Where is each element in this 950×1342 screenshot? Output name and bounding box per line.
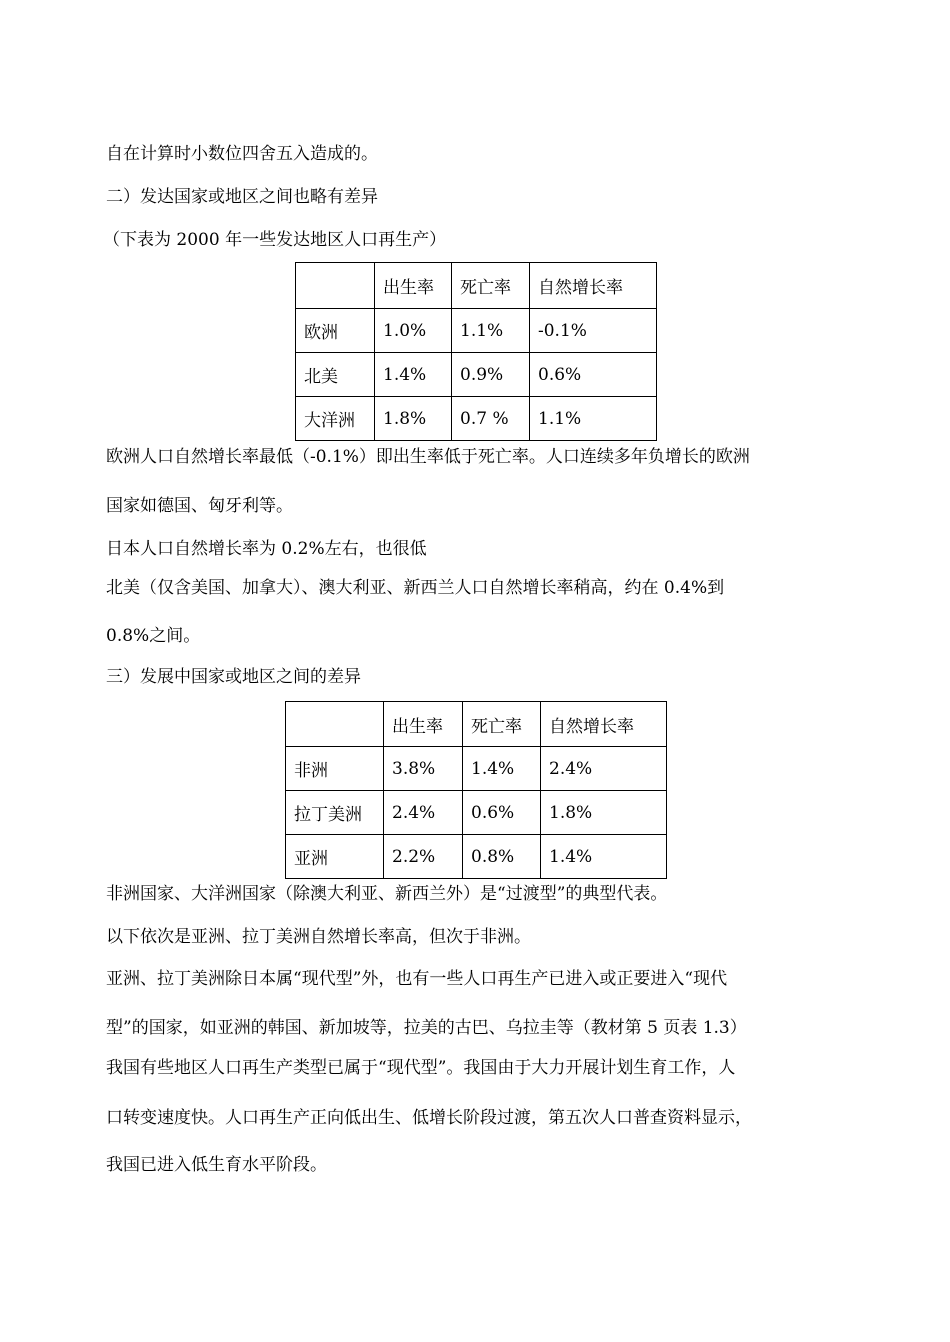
- growth-rate-cell: 1.8%: [541, 791, 667, 835]
- death-rate-cell: 1.4%: [463, 747, 541, 791]
- growth-rate-cell: 2.4%: [541, 747, 667, 791]
- section-heading-developed: 二）发达国家或地区之间也略有差异: [106, 187, 378, 207]
- paragraph-japan: 日本人口自然增长率为 0.2%左右，也很低: [106, 539, 427, 559]
- header-cell: 出生率: [384, 702, 463, 747]
- growth-rate-cell: -0.1%: [530, 309, 657, 353]
- paragraph-north-america-line2: 0.8%之间。: [106, 626, 201, 646]
- death-rate-cell: 0.8%: [463, 835, 541, 879]
- paragraph-europe-line1: 欧洲人口自然增长率最低（-0.1%）即出生率低于死亡率。人口连续多年负增长的欧洲: [106, 447, 750, 467]
- header-cell: [296, 263, 375, 309]
- birth-rate-cell: 1.8%: [375, 397, 452, 441]
- paragraph-china-line3: 我国已进入低生育水平阶段。: [106, 1155, 327, 1175]
- table-caption-developed: （下表为 2000 年一些发达地区人口再生产）: [103, 230, 447, 250]
- table-row: [296, 397, 657, 441]
- paragraph-asia-latin-order: 以下依次是亚洲、拉丁美洲自然增长率高，但次于非洲。: [106, 927, 531, 947]
- region-cell: 亚洲: [286, 835, 384, 879]
- header-cell: [286, 702, 384, 747]
- region-cell: 北美: [296, 353, 375, 397]
- death-rate-cell: 1.1%: [452, 309, 530, 353]
- header-cell: 自然增长率: [530, 263, 657, 309]
- developed-regions-table: [295, 262, 657, 441]
- header-cell: 死亡率: [463, 702, 541, 747]
- region-cell: 欧洲: [296, 309, 375, 353]
- birth-rate-cell: 1.0%: [375, 309, 452, 353]
- paragraph-modern-type-line1: 亚洲、拉丁美洲除日本属“现代型”外，也有一些人口再生产已进入或正要进入“现代: [106, 969, 728, 989]
- death-rate-cell: 0.9%: [452, 353, 530, 397]
- region-cell: 拉丁美洲: [286, 791, 384, 835]
- paragraph-modern-type-line2: 型”的国家，如亚洲的韩国、新加坡等，拉美的古巴、乌拉圭等（教材第 5 页表 1.3）: [106, 1018, 747, 1038]
- table-row: [286, 835, 667, 879]
- developing-regions-table: [285, 701, 667, 879]
- death-rate-cell: 0.7 %: [452, 397, 530, 441]
- table-row: [286, 791, 667, 835]
- paragraph-china-line2: 口转变速度快。人口再生产正向低出生、低增长阶段过渡，第五次人口普查资料显示，: [106, 1108, 752, 1128]
- paragraph-north-america-line1: 北美（仅含美国、加拿大）、澳大利亚、新西兰人口自然增长率稍高，约在 0.4%到: [106, 578, 725, 598]
- growth-rate-cell: 0.6%: [530, 353, 657, 397]
- header-cell: 死亡率: [452, 263, 530, 309]
- death-rate-cell: 0.6%: [463, 791, 541, 835]
- table-header-row: [296, 263, 657, 309]
- paragraph-rounding-note: 自在计算时小数位四舍五入造成的。: [106, 144, 378, 164]
- growth-rate-cell: 1.1%: [530, 397, 657, 441]
- region-cell: 非洲: [286, 747, 384, 791]
- growth-rate-cell: 1.4%: [541, 835, 667, 879]
- birth-rate-cell: 1.4%: [375, 353, 452, 397]
- paragraph-africa-oceania: 非洲国家、大洋洲国家（除澳大利亚、新西兰外）是“过渡型”的典型代表。: [106, 884, 668, 904]
- birth-rate-cell: 2.2%: [384, 835, 463, 879]
- table-row: [286, 747, 667, 791]
- section-heading-developing: 三）发展中国家或地区之间的差异: [106, 667, 361, 687]
- header-cell: 出生率: [375, 263, 452, 309]
- paragraph-europe-line2: 国家如德国、匈牙利等。: [106, 496, 293, 516]
- table-row: [296, 353, 657, 397]
- region-cell: 大洋洲: [296, 397, 375, 441]
- birth-rate-cell: 3.8%: [384, 747, 463, 791]
- birth-rate-cell: 2.4%: [384, 791, 463, 835]
- table-row: [296, 309, 657, 353]
- header-cell: 自然增长率: [541, 702, 667, 747]
- table-header-row: [286, 702, 667, 747]
- paragraph-china-line1: 我国有些地区人口再生产类型已属于“现代型”。我国由于大力开展计划生育工作，人: [106, 1058, 736, 1078]
